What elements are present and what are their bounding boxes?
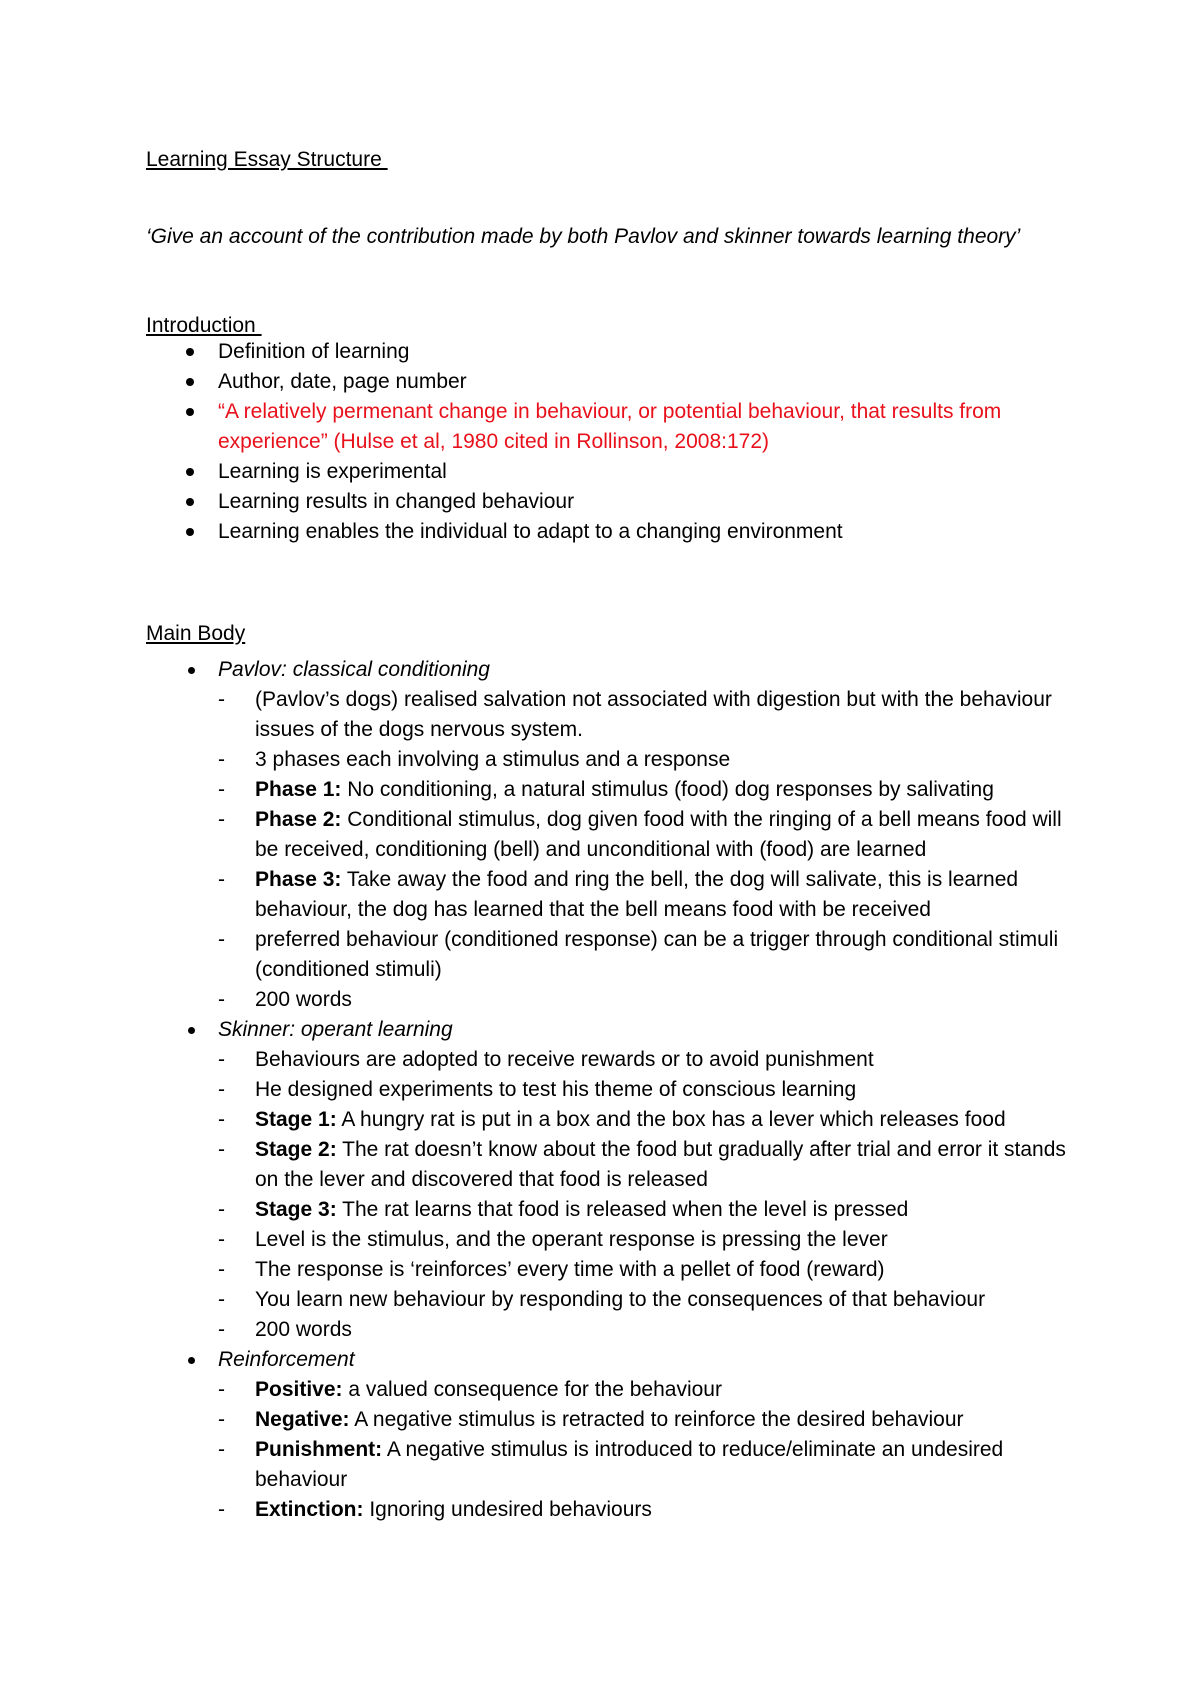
list-item: Author, date, page number: [146, 367, 1066, 397]
pavlov-points: [218, 685, 1076, 1015]
dash-icon: -: [218, 1048, 225, 1071]
document-title: Learning Essay Structure: [146, 148, 388, 171]
list-item: - Behaviours are adopted to receive rewards or to avoid punishment: [218, 1045, 1076, 1075]
topic-title: Reinforcement: [218, 1348, 355, 1371]
list-item: - (Pavlov’s dogs) realised salvation not associated with digestion but with the behaviour issues of the dogs nervous system.: [218, 685, 1076, 745]
list-item: - The response is ‘reinforces’ every time with a pellet of food (reward): [218, 1255, 1076, 1285]
list-item: Learning enables the individual to adapt to a changing environment: [146, 517, 1066, 547]
bullet-icon: [188, 667, 195, 674]
list-item: - Phase 2: Conditional stimulus, dog given food with the ringing of a bell means food will be received, conditioning (bell) and unconditional with (food) are learned: [218, 805, 1076, 865]
dash-icon: -: [218, 1108, 225, 1131]
list-item: [146, 397, 1066, 457]
topic-skinner: [146, 1015, 1076, 1345]
list-item: - You learn new behaviour by responding to the consequences of that behaviour: [218, 1285, 1076, 1315]
reinforcement-points: [218, 1375, 1076, 1525]
introduction-heading: Introduction: [146, 314, 262, 337]
essay-question: ‘Give an account of the contribution made by both Pavlov and skinner towards learning theory’: [146, 225, 1021, 248]
main-body-heading: Main Body: [146, 622, 246, 645]
introduction-list: [146, 337, 1066, 547]
dash-icon: -: [218, 1078, 225, 1101]
dash-icon: -: [218, 1258, 225, 1281]
bullet-icon: [186, 528, 194, 536]
bullet-icon: [188, 1357, 195, 1364]
bullet-icon: [186, 378, 194, 386]
list-item: - preferred behaviour (conditioned response) can be a trigger through conditional stimuli (conditioned stimuli): [218, 925, 1076, 985]
dash-icon: -: [218, 1198, 225, 1221]
dash-icon: -: [218, 1288, 225, 1311]
list-item: - Positive: a valued consequence for the behaviour: [218, 1375, 1076, 1405]
dash-icon: -: [218, 868, 225, 891]
list-item: - Stage 2: The rat doesn’t know about the food but gradually after trial and error it stands on the lever and discovered that food is released: [218, 1135, 1076, 1195]
list-item: - Level is the stimulus, and the operant response is pressing the lever: [218, 1225, 1076, 1255]
list-item: - Stage 1: A hungry rat is put in a box and the box has a lever which releases food: [218, 1105, 1076, 1135]
dash-icon: -: [218, 778, 225, 801]
list-item: Definition of learning: [146, 337, 1066, 367]
list-item: - Punishment: A negative stimulus is introduced to reduce/eliminate an undesired behaviour: [218, 1435, 1076, 1495]
bullet-icon: [188, 1027, 195, 1034]
dash-icon: -: [218, 1318, 225, 1341]
list-item: - Phase 3: Take away the food and ring the bell, the dog will salivate, this is learned behaviour, the dog has learned that the bell means food with be received: [218, 865, 1076, 925]
main-body-list: [146, 655, 1076, 1525]
bullet-icon: [186, 468, 194, 476]
list-item: Learning is experimental: [146, 457, 1066, 487]
skinner-points: [218, 1045, 1076, 1345]
topic-title: Skinner: operant learning: [218, 1018, 453, 1041]
bullet-icon: [186, 498, 194, 506]
list-item: - 3 phases each involving a stimulus and a response: [218, 745, 1076, 775]
list-item: Learning results in changed behaviour: [146, 487, 1066, 517]
list-item: - Negative: A negative stimulus is retracted to reinforce the desired behaviour: [218, 1405, 1076, 1435]
dash-icon: -: [218, 1228, 225, 1251]
list-item: - 200 words: [218, 985, 1076, 1015]
topic-reinforcement: [146, 1345, 1076, 1525]
definition-quote: “A relatively permenant change in behaviour, or potential behaviour, that results from experience” (Hulse et al, 1980 cited in Rollinson, 2008:172): [218, 400, 1002, 453]
dash-icon: -: [218, 1138, 225, 1161]
dash-icon: -: [218, 748, 225, 771]
dash-icon: -: [218, 988, 225, 1011]
bullet-icon: [186, 408, 194, 416]
dash-icon: -: [218, 1378, 225, 1401]
dash-icon: -: [218, 688, 225, 711]
list-item: - 200 words: [218, 1315, 1076, 1345]
dash-icon: -: [218, 1438, 225, 1461]
list-item: - He designed experiments to test his theme of conscious learning: [218, 1075, 1076, 1105]
dash-icon: -: [218, 928, 225, 951]
dash-icon: -: [218, 1408, 225, 1431]
list-item: - Stage 3: The rat learns that food is released when the level is pressed: [218, 1195, 1076, 1225]
dash-icon: -: [218, 808, 225, 831]
topic-title: Pavlov: classical conditioning: [218, 658, 490, 681]
topic-pavlov: [146, 655, 1076, 1015]
list-item: - Extinction: Ignoring undesired behaviours: [218, 1495, 1076, 1525]
bullet-icon: [186, 348, 194, 356]
list-item: - Phase 1: No conditioning, a natural stimulus (food) dog responses by salivating: [218, 775, 1076, 805]
dash-icon: -: [218, 1498, 225, 1521]
